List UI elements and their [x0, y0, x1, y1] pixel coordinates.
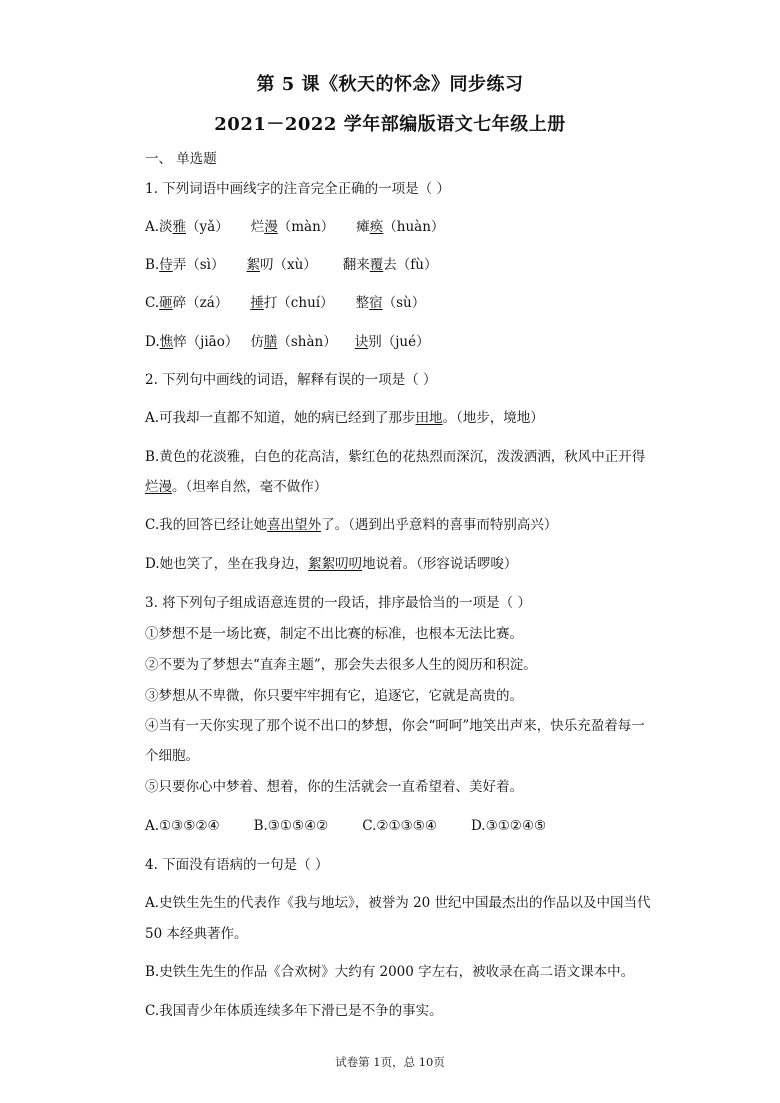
q2c-underlined: 喜出望外	[267, 517, 322, 533]
q1c-text: 整	[355, 295, 370, 311]
q1d-text: 悴（jiāo）	[173, 334, 239, 350]
q4-option-b: B.史铁生先生的作品《合欢树》大约有 2000 字左右，被收录在高二语文课本中。	[145, 964, 635, 980]
q2a-underlined: 田地	[415, 410, 443, 426]
q3-option-d: D.③①②④⑤	[470, 818, 547, 834]
q1d-text: （shàn）	[277, 334, 337, 350]
q1a-text: 瘫	[356, 219, 370, 235]
q3-option-a: A.①③⑤②④	[145, 818, 220, 834]
q2-stem: 2. 下列句中画线的词语，解释有误的一项是（ ）	[145, 372, 437, 388]
page-title: 第 5 课《秋天的怀念》同步练习	[256, 74, 524, 95]
q1a-text: A.淡	[145, 219, 173, 235]
q2b-text: 。（坦率自然，毫不做作）	[172, 479, 328, 495]
q1-option-b	[145, 256, 437, 274]
q1b-text: 去（fù）	[383, 257, 438, 273]
q1a-underlined: 雅	[172, 219, 187, 235]
q2d-text: 地说着。（形容说话啰唆）	[362, 556, 518, 572]
q2d-underlined: 絮絮叨叨	[308, 556, 363, 572]
q3-sentence-1: ①梦想不是一场比赛，制定不出比赛的标准，也根本无法比赛。	[145, 626, 523, 642]
q3-option-b: B.③①⑤④②	[253, 818, 329, 834]
q1c-underlined: 宿	[369, 295, 383, 311]
q1d-text: 仿	[250, 334, 264, 350]
q1c-underlined: 捶	[250, 295, 264, 311]
q3-sentence-2: ②不要为了梦想去“直奔主题”，那会失去很多人生的阅历和积淀。	[145, 657, 537, 673]
q1a-text: （huàn）	[383, 219, 445, 235]
q2c-text: C.我的回答已经让她	[145, 517, 268, 533]
q2d-text: D.她也笑了，坐在我身边，	[145, 556, 309, 572]
q4-option-c: C.我国青少年体质连续多年下滑已是不争的事实。	[145, 1003, 443, 1019]
q1a-text: （yǎ）	[186, 219, 229, 235]
q1c-text: （sù）	[382, 295, 426, 311]
q1d-underlined: 憔	[159, 334, 174, 350]
q3-sentence-4-cont: 个细胞。	[145, 748, 199, 764]
q2-option-d	[145, 555, 517, 573]
q1b-text: 翻来	[342, 257, 370, 273]
q1c-text: 碎（zá）	[172, 295, 229, 311]
q1-stem: 1. 下列词语中画线字的注音完全正确的一项是（ ）	[145, 181, 450, 197]
q4-option-a-line1: A.史铁生先生的代表作《我与地坛》，被誉为 20 世纪中国最杰出的作品以及中国当代	[145, 895, 651, 911]
q3-sentence-5: ⑤只要你心中梦着、想着，你的生活就会一直希望着、美好着。	[145, 779, 523, 795]
q1b-underlined: 絮	[246, 257, 260, 273]
q1b-text: 叨（xù）	[259, 257, 317, 273]
q1c-text: 打（chuí）	[263, 295, 334, 311]
q2-option-b-line2	[145, 478, 327, 496]
q1d-text: D.	[145, 334, 160, 350]
section-heading: 一、 单选题	[145, 151, 217, 167]
q2b-underlined: 烂漫	[145, 479, 172, 495]
q2a-text: 。（地步，境地）	[442, 410, 544, 426]
q1a-text: （màn）	[277, 219, 335, 235]
q3-stem: 3. 将下列句子组成语意连贯的一段话，排序最恰当的一项是（ ）	[145, 595, 531, 611]
q3-option-c: C.②①③⑤④	[362, 818, 437, 834]
q1-option-a	[145, 218, 444, 236]
page-subtitle: 2021－2022 学年部编版语文七年级上册	[214, 114, 566, 135]
q1b-underlined: 侍	[159, 257, 173, 273]
q1a-underlined: 漫	[264, 219, 278, 235]
q3-sentence-3: ③梦想从不卑微，你只要牢牢拥有它，追逐它，它就是高贵的。	[145, 688, 523, 704]
q1d-underlined: 诀	[354, 334, 369, 350]
q1b-text: 弄（sì）	[172, 257, 225, 273]
q4-option-a-line2: 50 本经典著作。	[145, 926, 248, 942]
q1b-text: B.	[145, 257, 160, 273]
page-footer: 试卷第 1页，总 10页	[335, 1055, 445, 1069]
q2-option-c	[145, 516, 557, 534]
q3-sentence-4: ④当有一天你实现了那个说不出口的梦想，你会“呵呵”地笑出声来，快乐充盈着每一	[145, 718, 645, 734]
q2a-text: A.可我却一直都不知道，她的病已经到了那步	[145, 410, 416, 426]
q1d-underlined: 膳	[263, 334, 278, 350]
q1b-underlined: 覆	[369, 257, 384, 273]
q1a-underlined: 痪	[369, 219, 384, 235]
q1c-text: C.	[145, 295, 160, 311]
q2-option-b-line1: B.黄色的花淡雅，白色的花高洁，紫红色的花热烈而深沉，泼泼洒洒，秋风中正开得	[145, 449, 646, 465]
q4-stem: 4. 下面没有语病的一句是（ ）	[145, 857, 329, 873]
q2-option-a	[145, 409, 544, 427]
q1c-underlined: 砸	[159, 295, 173, 311]
q1d-text: 别（jué）	[368, 334, 430, 350]
q3-options	[145, 817, 546, 835]
q1-option-c	[145, 294, 425, 312]
q1a-text: 烂	[250, 219, 265, 235]
q2c-text: 了。（遇到出乎意料的喜事而特别高兴）	[321, 517, 558, 533]
q1-option-d	[145, 333, 430, 351]
